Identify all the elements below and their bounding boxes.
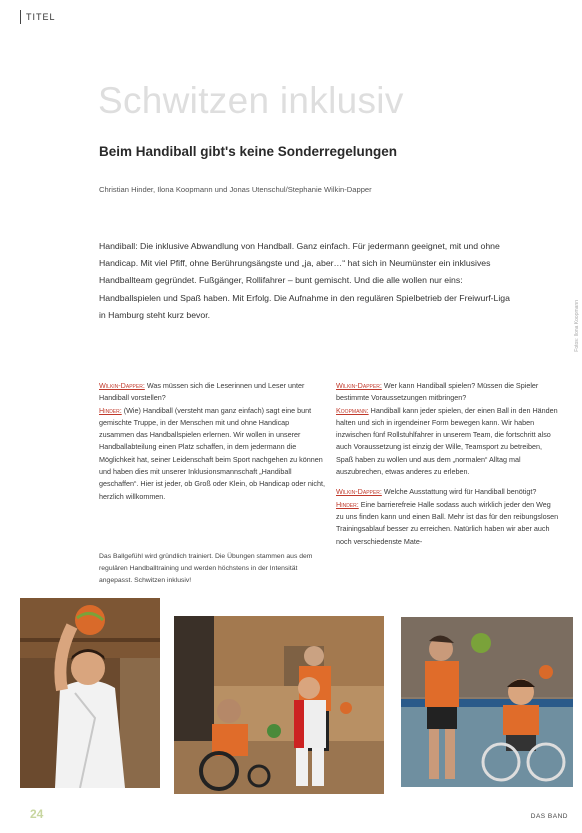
- paragraph-text: Wer kann Handiball spielen? Müssen die Spieler bestimmte Voraussetzungen mitbringen?: [336, 381, 539, 403]
- article-title: Schwitzen inklusiv: [98, 80, 404, 121]
- paragraph-text: Eine barrierefreie Halle sodass auch wirklich jeder den Weg zu uns finden kann und einen Ball. Mehr ist das für den reibungslosen Trainingsablauf besser zu erreichen. Natürlich haben wir aber auch noch verschiedenste Mate-: [336, 499, 559, 546]
- section-label: TITEL: [20, 10, 56, 24]
- interview-paragraph: [99, 405, 325, 503]
- speaker-name: Wilkin-Dapper:: [336, 381, 382, 390]
- photo-wheelchair-training: [174, 616, 384, 794]
- article-intro: Handiball: Die inklusive Abwandlung von Handball. Ganz einfach. Für jedermann geeignet, mit und ohne Handicap. Mit viel Pfiff, ohne Berührungsängste und „ja, aber…“ hat sich in Neumünster ein inklusives Handballteam gegründet. Fußgänger, Rollifahrer – bunt gemischt. Und die alle wollen nur eins: Handballspielen und Spaß haben. Mit Erfolg. Die Aufnahme in den regulären Spielbetrieb der Freiwurf-Liga in Hamburg steht kurz bevor.: [99, 241, 510, 320]
- photo-caption: Das Ballgefühl wird gründlich trainiert. Die Übungen stammen aus dem regulären Handballtraining und werden höchstens in der Intensität angepasst. Schwitzen inklusiv!: [99, 553, 313, 584]
- speaker-name: Hinder:: [99, 405, 122, 415]
- interview-right-column: [336, 380, 560, 548]
- speaker-name: Hinder:: [336, 499, 359, 509]
- page-number: 24: [30, 807, 44, 821]
- interview-paragraph: [99, 380, 325, 405]
- paragraph-text: (Wie) Handiball (versteht man ganz einfach) sagt eine bunt gemischte Truppe, in der Menschen mit und ohne Handicap zusammen das Handballspielen erlernen. Wir wollen in unserer Handballabteilung einen Platz schaffen, in dem jedermann die Möglichkeit hat, seiner Leidenschaft beim Sport nachgehen zu können und haben dies mit unserer Inklusionsmannschaft „Handiball geschaffen“. Hier ist jeder, ob Groß oder Klein, ob Handicap oder nicht, herzlich willkommen.: [99, 405, 325, 501]
- interview-paragraph: [336, 380, 560, 405]
- speaker-name: Koopmann:: [336, 405, 369, 415]
- photo-player-throwing: [20, 598, 160, 788]
- interview-paragraph: [336, 499, 560, 548]
- speaker-name: Wilkin-Dapper:: [99, 381, 145, 390]
- interview-left-column: [99, 380, 325, 503]
- article-subtitle: Beim Handiball gibt's keine Sonderregelungen: [99, 144, 398, 159]
- photo-players-with-balls: [401, 617, 573, 787]
- photo-credit: Fotos: Ilona Koopmann: [574, 300, 580, 352]
- paragraph-text: Welche Ausstattung wird für Handiball benötigt?: [381, 487, 537, 497]
- article-authors: Christian Hinder, Ilona Koopmann und Jonas Utenschul/Stephanie Wilkin-Dapper: [99, 185, 372, 194]
- paragraph-text: Handiball kann jeder spielen, der einen Ball in den Händen halten und sich in irgendeiner Form bewegen kann. Wir haben inzwischen fünf Rollstuhlfahrer in unserem Team, die fortschritt also auch Voraussetzung ist einzig der Wille, Teamsport zu betreiben, Spaß haben zu wollen und aus dem „normalen“ Alltag mal auszubrechen, etwas anderes zu erleben.: [336, 405, 558, 477]
- interview-paragraph: [336, 486, 560, 498]
- interview-paragraph: [336, 405, 560, 479]
- magazine-name: DAS BAND: [530, 813, 568, 820]
- speaker-name: Wilkin-Dapper:: [336, 487, 382, 497]
- paragraph-text: Was müssen sich die Leserinnen und Leser unter Handiball vorstellen?: [99, 381, 305, 403]
